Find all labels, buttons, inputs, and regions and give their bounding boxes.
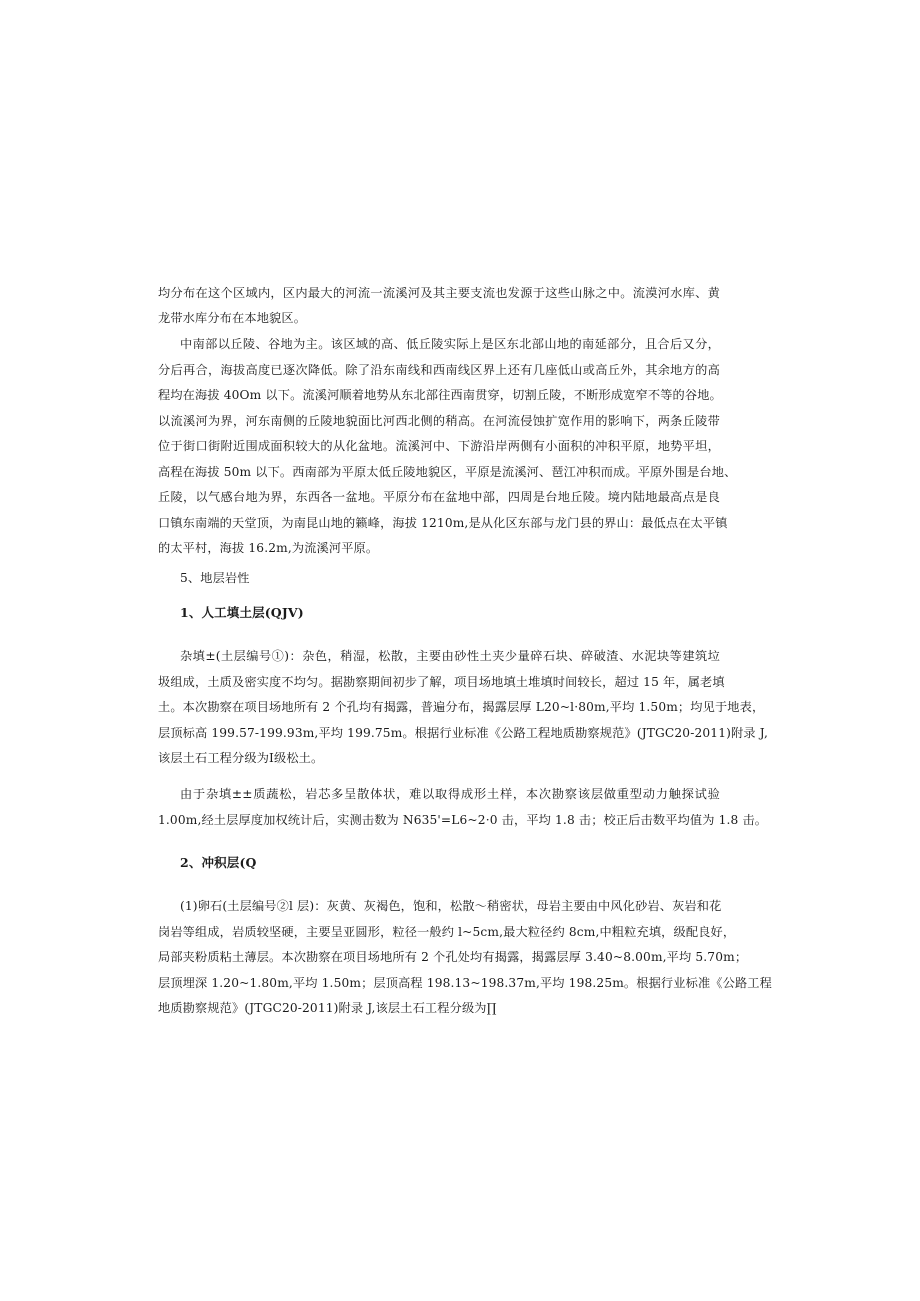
text-line: 土。本次勘察在项目场地所有 2 个孔均有揭露，普遍分布，揭露层厚 L20~l·80m,平均 1.50m；均见于地表， [158,700,765,714]
text-line: 1.00m,经土层厚度加权统计后，实测击数为 N635'=L6~2·0 击，平均 1.8 击；校正后击数平均值为 1.8 击。 [158,813,768,827]
text-line: 圾组成，土质及密实度不均匀。据勘察期间初步了解，项目场地填土堆填时间较长，超过 15 年，属老填 [158,675,725,689]
layer-heading: 2、冲积层(Q [180,855,257,870]
text-line: 局部夹粉质粘土薄层。本次勘察在项目场地所有 2 个孔处均有揭露，揭露层厚 3.40~8.00m,平均 5.70m； [158,950,748,964]
text-line: 由于杂填±±质蔬松，岩芯多呈散体状，难以取得成形土样，本次勘察该层做重型动力触探试验 [180,787,720,801]
text-line: 位于街口街附近围成面积较大的从化盆地。流溪河中、下游沿岸两侧有小面积的冲积平原，地势平坦， [158,439,720,453]
text-line: 杂填±(土层编号①)：杂色，稍湿，松散，主要由砂性土夹少量碎石块、碎破渣、水泥块等建筑垃 [180,649,720,663]
section-heading: 5、地层岩性 [180,571,250,585]
text-line: (1)卵石(土层编号②l 层)：灰黄、灰褐色，饱和，松散～稍密状，母岩主要由中风化砂岩、灰岩和花 [180,899,722,913]
text-line: 以流溪河为界，河东南侧的丘陵地貌面比河西北侧的稍高。在河流侵蚀扩宽作用的影响下，两条丘陵带 [158,414,720,428]
text-line: 层顶标高 199.57-199.93m,平均 199.75m。根据行业标准《公路工程地质勘察规范》(JTGC20-2011)附录 J, [158,726,769,740]
text-line: 高程在海拔 50m 以下。西南部为平原太低丘陵地貌区，平原是流溪河、琶江冲积而成。平原外围是台地、 [158,465,737,479]
text-line: 龙带水库分布在本地貌区。 [158,311,307,325]
text-line: 程均在海拔 40Om 以下。流溪河顺着地势从东北部往西南贯穿，切割丘陵，不断形成宽窄不等的谷地。 [158,388,722,402]
text-line: 口镇东南端的天堂顶，为南昆山地的籁峰，海拔 1210m,是从化区东部与龙门县的界山：最低点在太平镇 [158,516,728,530]
text-line: 层顶埋深 1.20~1.80m,平均 1.50m；层顶高程 198.13~198.37m,平均 198.25m。根据行业标准《公路工程 [158,976,772,990]
text-line: 分后再合，海拔高度已逐次降低。除了沿东南线和西南线区界上还有几座低山或高丘外，其余地方的高 [158,363,720,377]
text-line: 中南部以丘陵、谷地为主。该区域的高、低丘陵实际上是区东北部山地的南延部分，且合后又分， [180,337,720,351]
text-line: 的太平村，海拔 16.2m,为流溪河平原。 [158,541,379,555]
text-line: 均分布在这个区域内，区内最大的河流一流溪河及其主要支流也发源于这些山脉之中。流漠河水库、黄 [158,286,720,300]
text-line: 岗岩等组成，岩质较坚硬，主要呈亚圆形，粒径一般约 l~5cm,最大粒径约 8cm,中粗粒充填，级配良好， [158,925,736,939]
text-line: 该层土石工程分级为Ⅰ级松土。 [158,751,324,765]
text-line: 地质勘察规范》(JTGC20-2011)附录 J,该层土石工程分级为∏ [158,1001,497,1015]
layer-heading: 1、人工填土层(QJV) [180,605,304,620]
text-line: 丘陵，以气感台地为界，东西各一盆地。平原分布在盆地中部，四周是台地丘陵。境内陆地最高点是良 [158,490,720,504]
